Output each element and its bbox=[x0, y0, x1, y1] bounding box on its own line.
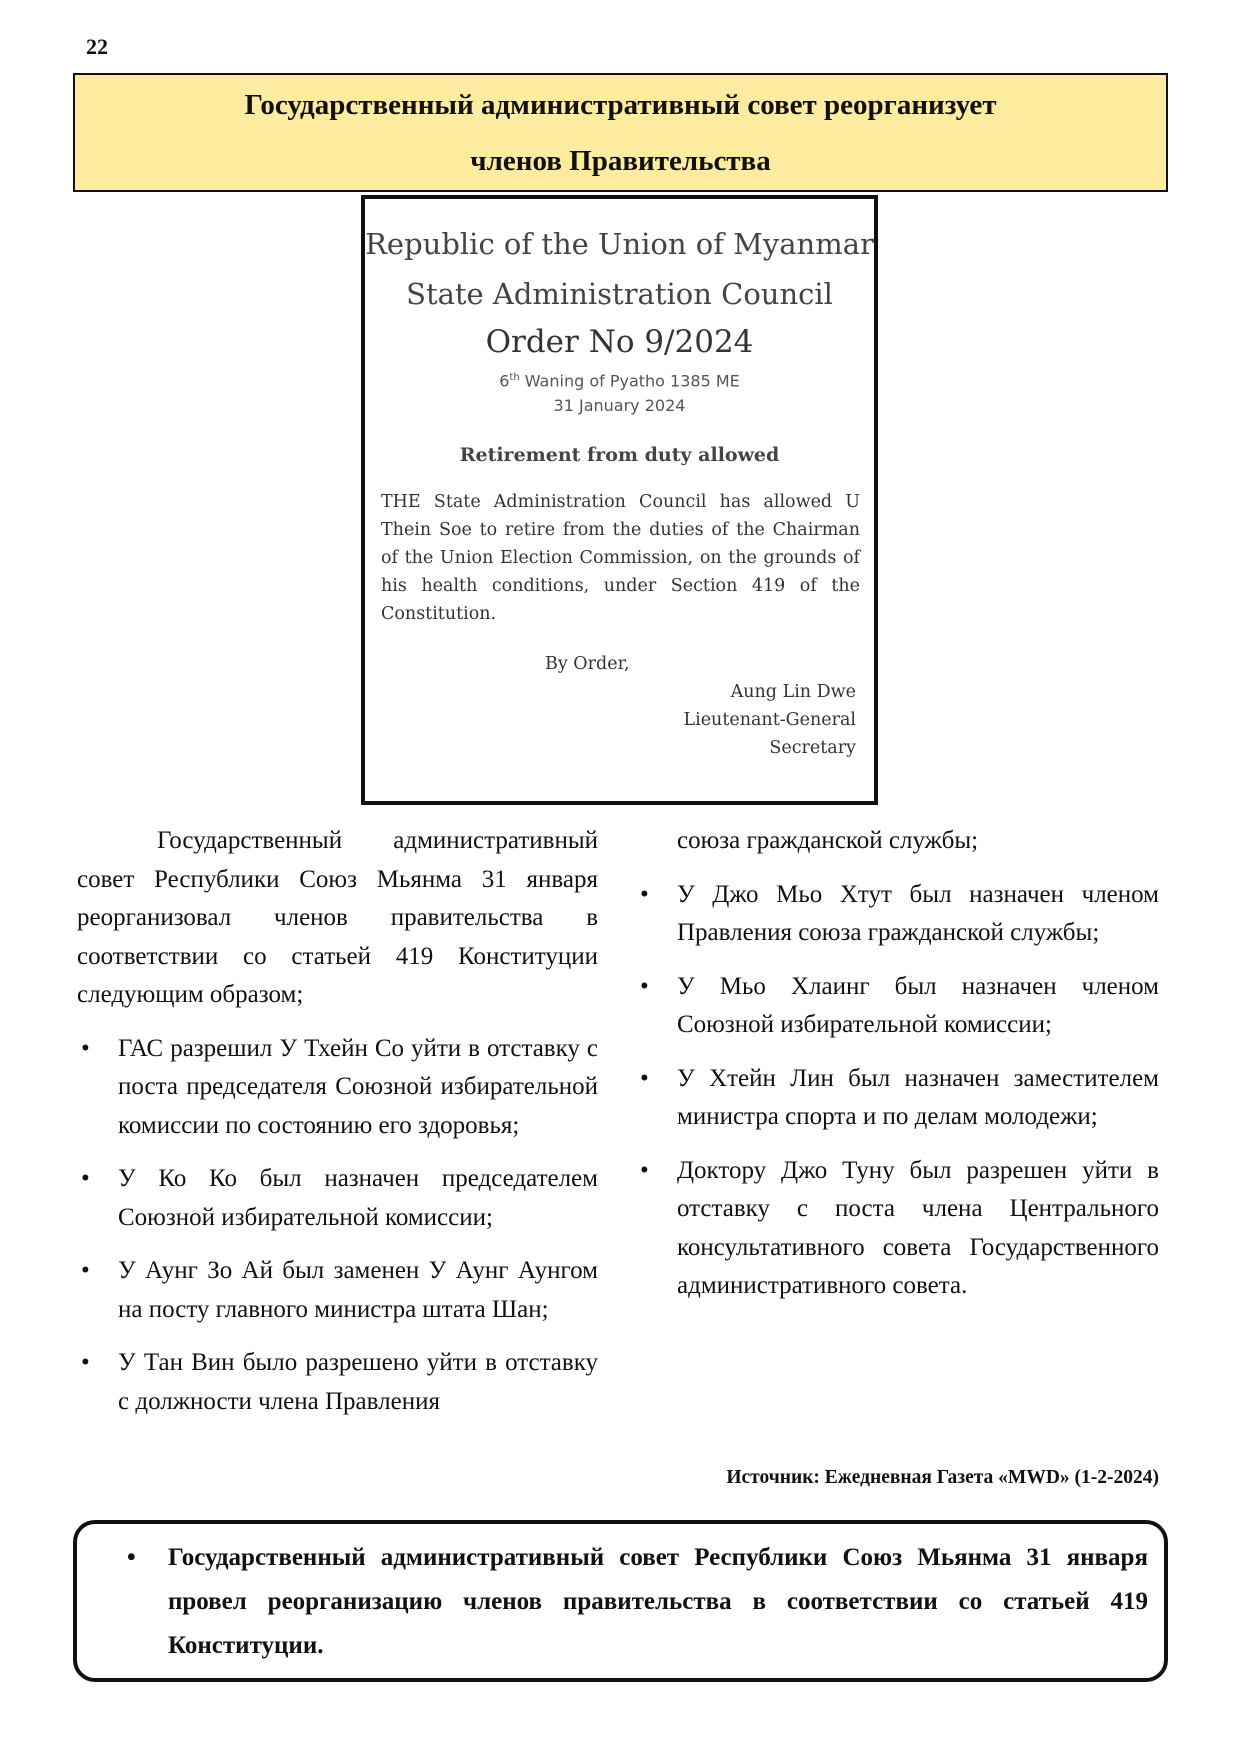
title-line-1: Государственный административный совет реорганизует bbox=[244, 88, 997, 121]
order-date-suffix: th bbox=[509, 372, 520, 383]
bullet-icon: • bbox=[81, 1257, 90, 1284]
list-item-text: У Джо Мьо Хтут был назначен членом Правления союза гражданской службы; bbox=[677, 880, 1159, 946]
list-item-text: Доктору Джо Туну был разрешен уйти в отставку с поста члена Центрального консультативного совета Государственного административного совета. bbox=[677, 1156, 1159, 1299]
bullet-icon: • bbox=[640, 972, 649, 1000]
summary-box bbox=[73, 1520, 1168, 1682]
list-item bbox=[636, 968, 1159, 1045]
bullet-icon: • bbox=[640, 1064, 649, 1092]
order-signer-rank: Lieutenant-General bbox=[683, 710, 856, 731]
bullet-icon: • bbox=[81, 1349, 90, 1376]
order-signature bbox=[365, 650, 874, 762]
article-intro: Государственный административный совет Республики Союз Мьянма 31 января реорганизовал членов правительства в соответствии со статьей 419 Конституции следующим образом; bbox=[77, 827, 598, 1008]
list-item bbox=[636, 1152, 1159, 1306]
list-item bbox=[636, 876, 1159, 953]
order-republic: Republic of the Union of Myanmar bbox=[365, 227, 874, 261]
article-list-left bbox=[77, 1030, 598, 1422]
title-banner bbox=[73, 73, 1168, 192]
list-item bbox=[77, 1160, 598, 1237]
bullet-icon: • bbox=[127, 1544, 136, 1571]
list-item-text: У Хтейн Лин был назначен заместителем министра спорта и по делам молодежи; bbox=[677, 1064, 1159, 1130]
title-line-2: членов Правительства bbox=[470, 144, 771, 177]
list-item bbox=[77, 1252, 598, 1329]
list-item-text: У Мьо Хлаинг был назначен членом Союзной избирательной комиссии; bbox=[677, 972, 1159, 1038]
order-number: Order No 9/2024 bbox=[485, 324, 754, 360]
order-date-day: 6 bbox=[499, 371, 510, 391]
bullet-icon: • bbox=[81, 1165, 90, 1192]
list-item-text: У Аунг Зо Ай был заменен У Аунг Аунгом на посту главного министра штата Шан; bbox=[118, 1257, 598, 1323]
order-signer-name: Aung Lin Dwe bbox=[730, 682, 856, 703]
order-header bbox=[365, 219, 874, 418]
list-item bbox=[77, 1344, 598, 1421]
order-body: THE State Administration Council has allowed U Thein Soe to retire from the duties of the Chairman of the Union Election Commission, on the grounds of his health conditions, under Section 419 of the Constitution. bbox=[381, 492, 860, 625]
source-citation: Источник: Ежедневная Газета «MWD» (1-2-2024) bbox=[726, 1467, 1159, 1488]
list-item-continuation: союза гражданской службы; bbox=[677, 827, 979, 854]
order-clipping bbox=[361, 195, 878, 805]
bullet-icon: • bbox=[640, 880, 649, 908]
list-item-text: У Ко Ко был назначен председателем Союзной избирательной комиссии; bbox=[118, 1165, 598, 1231]
order-date-gregorian: 31 January 2024 bbox=[553, 396, 686, 416]
order-subtitle: Retirement from duty allowed bbox=[459, 444, 780, 467]
order-date-myanmar bbox=[365, 365, 874, 393]
article-list-right bbox=[636, 876, 1159, 1306]
bullet-icon: • bbox=[640, 1156, 649, 1184]
page-number: 22 bbox=[86, 34, 108, 59]
list-item-text: У Тан Вин было разрешено уйти в отставку с должности члена Правления bbox=[118, 1349, 598, 1415]
article-right-column bbox=[636, 822, 1159, 1321]
order-signer-position: Secretary bbox=[769, 738, 856, 759]
list-item bbox=[636, 1060, 1159, 1137]
order-date-rest: Waning of Pyatho 1385 ME bbox=[519, 371, 740, 391]
order-council: State Administration Council bbox=[406, 277, 833, 311]
article-left-column bbox=[77, 822, 598, 1436]
summary-item bbox=[127, 1536, 1148, 1668]
order-by-order: By Order, bbox=[545, 654, 630, 675]
list-item-text: ГАС разрешил У Тхейн Со уйти в отставку с поста председателя Союзной избирательной комиссии по состоянию его здоровья; bbox=[118, 1034, 598, 1139]
list-item bbox=[77, 1030, 598, 1146]
bullet-icon: • bbox=[81, 1034, 90, 1062]
summary-text: Государственный административный совет Республики Союз Мьянма 31 января провел реорганизацию членов правительства в соответствии со статьей 419 Конституции. bbox=[168, 1544, 1148, 1659]
